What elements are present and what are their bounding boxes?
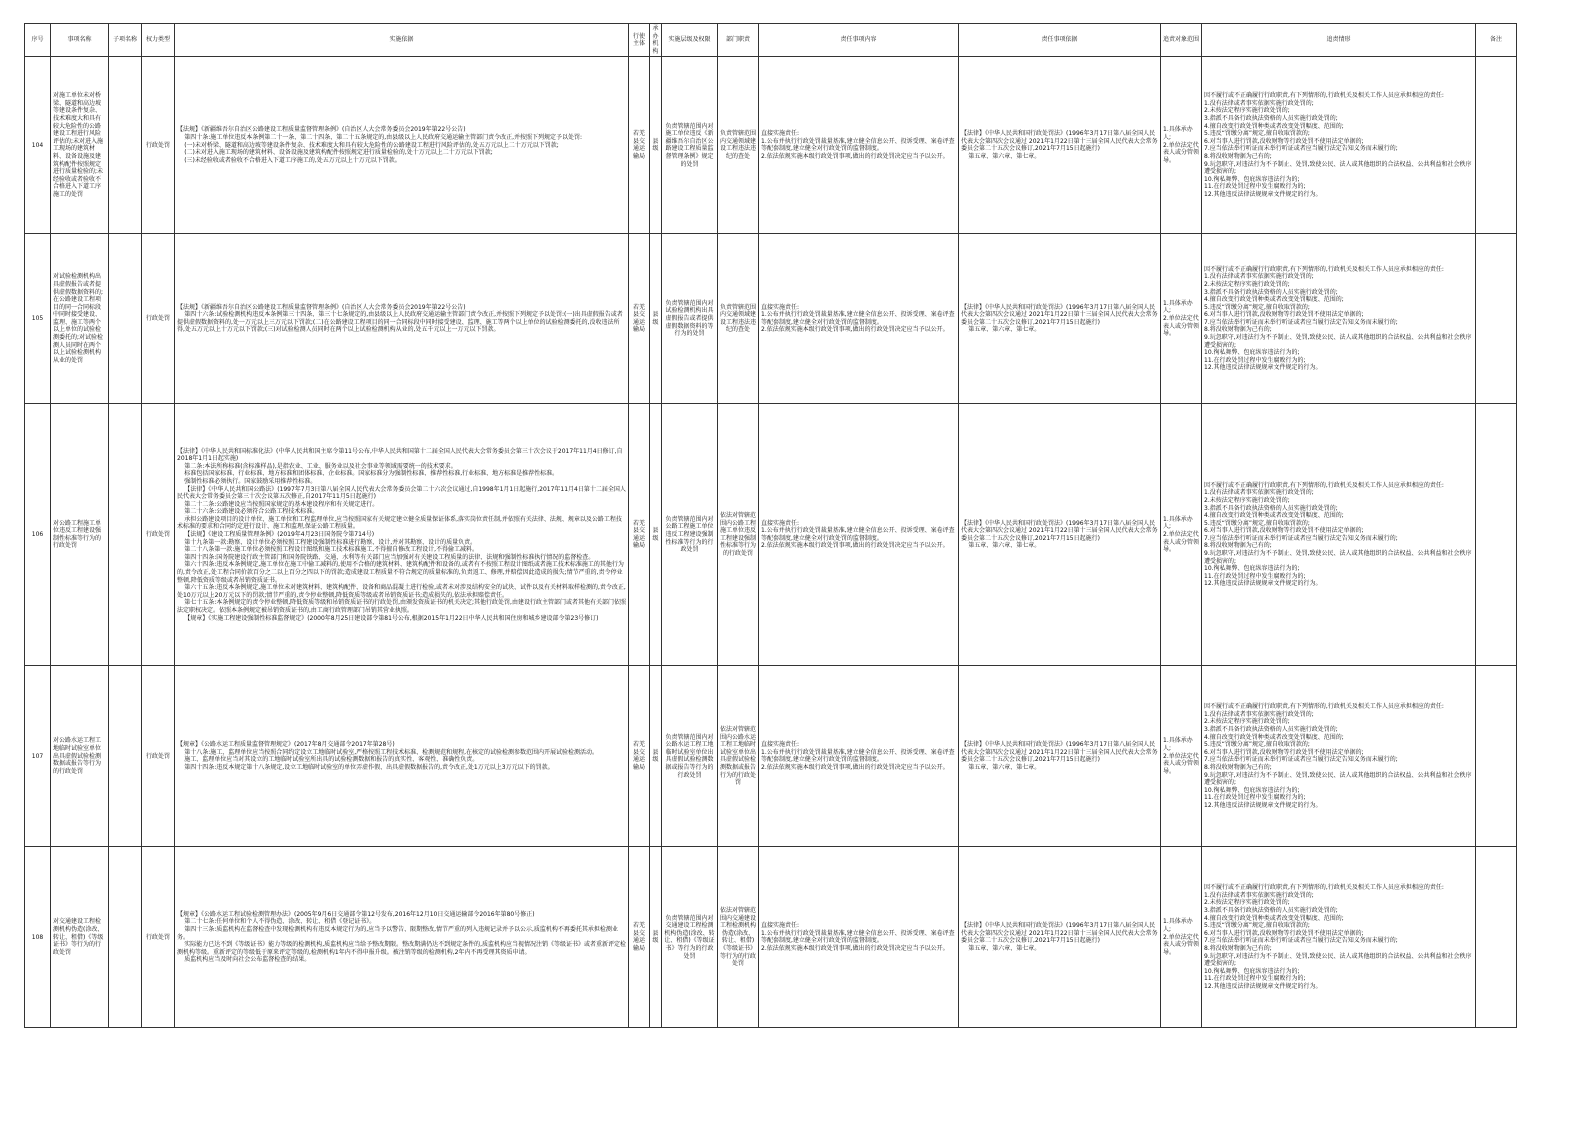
basis-cell-line: 【法律】《中华人民共和国公路法》(1997年7月3日第八届全国人民代表大会常务委员会第二十六次会议通过,自1998年1月1日起施行,2017年11月4日第十二届全国人民代表大会常务委员会第三十次会议第五次修正,自2017年11月5日起施行): [177, 485, 626, 501]
resp-content-cell-line: 2.依法依规实施本级行政处罚事项,做出的行政处罚决定应当予以公开。: [761, 152, 949, 160]
seq-cell: 104: [25, 57, 51, 234]
circumstances-cell-line: 1.没有法律或者事实依据实施行政处罚的;: [1204, 891, 1314, 899]
circumstances-cell-line: 4.擅自改变行政处罚种类或者改变处罚幅度、范围的;: [1204, 914, 1344, 922]
header-row: [25, 24, 1517, 57]
circumstances-cell-line: 9.玩忽职守,对违法行为不予制止、处罚,致使公民、法人或其他组织的合法权益、公共利益和社会秩序遭受损害的;: [1204, 771, 1472, 787]
subitem-cell: [109, 234, 142, 404]
circumstances-cell-line: 8.将没收财物据为己有的;: [1204, 542, 1272, 550]
circumstances-cell-line: 8.将没收财物据为己有的;: [1204, 944, 1272, 952]
circumstances-cell-line: 11.在行政处罚过程中发生腐败行为的;: [1204, 975, 1306, 983]
circumstances-cell-line: 3.指派不具备行政执法资格的人员实施行政处罚的;: [1204, 726, 1338, 733]
scope-cell: 负责管辖范围内对交通建设工程检测机构伪造(涂改、转让、租借)《等级证书》等行为的行政处罚: [662, 847, 718, 1028]
header-power-type: 权力类型: [142, 24, 175, 57]
circumstances-cell-line: 1.没有法律或者事实依据实施行政处罚的;: [1204, 273, 1314, 281]
circumstances-cell-line: 9.玩忽职守,对违法行为不予制止、处罚,致使公民、法人或其他组织的合法权益、公共利益和社会秩序遭受损害的;: [1204, 952, 1472, 968]
circumstances-cell-line: 12.其他违反法律法规规章文件规定的行为。: [1204, 364, 1322, 372]
basis-cell-line: 第二十八条第一款:施工单位必须按照工程设计图纸和施工技术标准施工,不得擅自修改工程设计,不得偷工减料。: [184, 546, 479, 554]
accountable-cell-line: 1.具体承办人;: [1163, 737, 1193, 752]
remarks-cell: [1476, 847, 1517, 1028]
resp-basis-cell-line: 第五章、第六章、第七章。: [968, 542, 1041, 550]
circumstances-cell-line: 6.对当事人进行罚款,没收财物等行政处罚不使用法定单据的;: [1204, 137, 1364, 145]
resp-content-cell-line: 1.公布并执行行政处罚裁量基准,建立健全信息公开、投诉受理、案卷评查等配套制度,建立健全对行政处罚的监督制度。: [761, 311, 955, 326]
basis-cell-line: 第六十五条:违反本条例规定,施工单位未对建筑材料、建筑构配件、设备和商品混凝土进行检验,或者未对涉及结构安全的试块、试件以及有关材料取样检测的,责令改正,处10万元以上20万元以下的罚款;情节严重的,责令停业整顿,降低资质等级或者吊销资质证书;造成损失的,依法承担赔偿责任。: [177, 584, 626, 599]
undertaker-cell: 县级: [650, 404, 662, 666]
circumstances-cell-line: 2.未按法定程序实施行政处罚的;: [1204, 496, 1290, 504]
resp-content-cell: [759, 57, 959, 234]
remarks-cell: [1476, 57, 1517, 234]
circumstances-cell-line: 5.违反“罚缴分离”规定,擅自收取罚款的;: [1204, 741, 1310, 749]
subitem-cell: [109, 404, 142, 666]
circumstances-cell-line: 12.其他违反法律法规规章文件规定的行为。: [1204, 580, 1322, 588]
header-seq: 序号: [25, 24, 51, 57]
circumstances-cell-line: 3.指派不具备行政执法资格的人员实施行政处罚的;: [1204, 907, 1338, 914]
accountable-cell: [1161, 847, 1202, 1028]
circumstances-cell-line: 12.其他违反法律法规规章文件规定的行为。: [1204, 982, 1322, 990]
scope-cell: 负责管辖范围内对公路工程施工单位违反工程建设强制性标准等行为的行政处罚: [662, 404, 718, 666]
scope-cell: 负责管辖范围内对试验检测机构出具虚假报告或者提供虚假数据资料的等行为的处罚: [662, 234, 718, 404]
circumstances-cell-line: 2.未按法定程序实施行政处罚的;: [1204, 280, 1290, 288]
header-undertaker: 承办机构: [650, 24, 662, 57]
circumstances-cell-line: 11.在行政处罚过程中发生腐败行为的;: [1204, 183, 1306, 191]
resp-content-cell-line: 2.依法依规实施本级行政处罚事项,做出的行政处罚决定应当予以公开。: [761, 763, 949, 771]
resp-basis-cell: [959, 847, 1161, 1028]
circumstances-cell-line: 因不履行或不正确履行行政职责,有下列情形的,行政机关及相关工作人员应承担相应的责任:: [1204, 481, 1444, 489]
circumstances-cell-line: 7.应当依法举行听证而未举行听证或者应当履行法定告知义务而未履行的;: [1204, 534, 1398, 542]
resp-content-cell: [759, 847, 959, 1028]
header-resp: 责任事项内容: [759, 24, 959, 57]
header-basis: 实施依据: [175, 24, 629, 57]
header-item: 事项名称: [51, 24, 109, 57]
circumstances-cell-line: 9.玩忽职守,对违法行为不予制止、处罚,致使公民、法人或其他组织的合法权益、公共利益和社会秩序遭受损害的;: [1204, 160, 1472, 176]
table-body: [25, 57, 1517, 1028]
remarks-cell: [1476, 404, 1517, 666]
basis-cell-line: 第四十条:施工单位违反本条例第二十一条、第二十四条、第二十五条规定的,由县级以上人民政府交通运输主管部门责令改正,并按照下列规定予以处罚:: [184, 133, 583, 141]
basis-cell-line: 【规章】《实施工程建设强制性标准监督规定》(2000年8月25日建设部令第81号公布,根据2015年1月22日中华人民共和国住房和城乡建设部令第23号修订): [184, 614, 599, 622]
circumstances-cell-line: 9.玩忽职守,对违法行为不予制止、处罚,致使公民、法人或其他组织的合法权益、公共利益和社会秩序遭受损害的;: [1204, 550, 1472, 565]
item-cell: 对试验检测机构出具虚假报告或者提供虚假数据资料的;在公路建设工程项目的同一合同标段中同时接受建设、监理、施工等两个以上单位的试验检测委托的;对试验检测人员同时在两个以上试验检测机构从业的处罚: [51, 234, 109, 404]
basis-cell-line: 实际能力已达不到《等级证书》能力等级的检测机构,质监机构应当给予整改期限。整改期满仍达不到规定条件的,质监机构应当视情况注销《等级证书》或者重新评定检测机构等级。重新评定的等级低于原来评定等级的,检测机构1年内不得申报升级。被注销等级的检测机构,2年内不再受理其资质申请。: [177, 941, 627, 956]
circumstances-cell: [1202, 847, 1476, 1028]
accountable-cell: [1161, 234, 1202, 404]
basis-cell-line: 第二十六条:公路建设必须符合公路工程技术标准。: [184, 508, 319, 516]
circumstances-cell-line: 8.将没收财物据为己有的;: [1204, 763, 1272, 771]
circumstances-cell-line: 8.将没收财物据为己有的;: [1204, 326, 1272, 334]
basis-cell: [175, 404, 629, 666]
subject-cell: 若羌县交通运输局: [629, 57, 650, 234]
power-type-cell: 行政处罚: [142, 404, 175, 666]
table-row: [25, 234, 1517, 404]
basis-cell-line: 第二条:本法所称标准(含标准样品),是指农业、工业、服务业以及社会事业等领域需要统一的技术要求。: [184, 462, 457, 470]
circumstances-cell: [1202, 666, 1476, 847]
accountable-cell: [1161, 404, 1202, 666]
basis-cell-line: 质监机构应当及时向社会公布监督检查的结果。: [184, 956, 311, 964]
basis-cell: [175, 847, 629, 1028]
seq-cell: 107: [25, 666, 51, 847]
resp-basis-cell-line: 【法律】《中华人民共和国行政处罚法》(1996年3月17日第八届全国人民代表大会第四次会议通过 2021年1月22日第十三届全国人民代表大会常务委员会第二十五次会议修订,2021年7月15日起施行): [961, 303, 1158, 326]
circumstances-cell-line: 11.在行政处罚过程中发生腐败行为的;: [1204, 356, 1306, 364]
circumstances-cell-line: 10.徇私舞弊、包庇纵容违法行为的;: [1204, 349, 1300, 357]
circumstances-cell-line: 7.应当依法举行听证而未举行听证或者应当履行法定告知义务而未履行的;: [1204, 145, 1398, 153]
subitem-cell: [109, 666, 142, 847]
power-type-cell: 行政处罚: [142, 57, 175, 234]
circumstances-cell-line: 5.违反“罚缴分离”规定,擅自收取罚款的;: [1204, 519, 1310, 527]
basis-cell-line: 第四十四条:违反本规定第十八条规定,设立工地临时试验室的单位弄虚作假、出具虚假数据报告的,责令改正,处1万元以上3万元以下的罚款。: [184, 763, 554, 771]
resp-content-cell-line: 1.公布并执行行政处罚裁量基准,建立健全信息公开、投诉受理、案卷评查等配套制度,建立健全对行政处罚的监督制度。: [761, 137, 955, 153]
resp-content-cell-line: 2.依法依规实施本级行政处罚事项,做出的行政处罚决定应当予以公开。: [761, 944, 949, 952]
header-level: 实施层级及权限: [662, 24, 718, 57]
accountable-cell-line: 1.具体承办人;: [1163, 299, 1193, 315]
basis-cell-line: 【法规】《新疆维吾尔自治区公路建设工程质量监督管理条例》(自治区人大会常务委员会2019年第22号公告): [177, 126, 466, 134]
basis-cell-line: 【法律】《中华人民共和国标准化法》(中华人民共和国主席令第11号公布,中华人民共和国第十二届全国人民代表大会常务委员会第三十次会议于2017年11月4日修订,自2018年1月1日起实施): [177, 447, 623, 463]
resp-content-cell-line: 2.依法依规实施本级行政处罚事项,做出的行政处罚决定应当予以公开。: [761, 326, 949, 334]
basis-cell-line: 标准包括国家标准、行业标准、地方标准和团体标准、企业标准。国家标准分为强制性标准、推荐性标准,行业标准、地方标准是推荐性标准。: [184, 470, 559, 478]
circumstances-cell-line: 9.玩忽职守,对违法行为不予制止、处罚,致使公民、法人或其他组织的合法权益、公共利益和社会秩序遭受损害的;: [1204, 334, 1472, 349]
circumstances-cell-line: 因不履行或不正确履行行政职责,有下列情形的,行政机关及相关工作人员应承担相应的责任:: [1204, 703, 1444, 711]
circumstances-cell-line: 11.在行政处罚过程中发生腐败行为的;: [1204, 572, 1306, 580]
duty-cell: 依法对管辖范围内公路工程施工单位违反工程建设强制性标准等行为的行政处罚: [718, 404, 759, 666]
resp-basis-cell-line: 【法律】《中华人民共和国行政处罚法》(1996年3月17日第八届全国人民代表大会第四次会议通过 2021年1月22日第十三届全国人民代表大会常务委员会第二十五次会议修订,2021年7月15日起施行): [961, 922, 1158, 945]
power-type-cell: 行政处罚: [142, 847, 175, 1028]
circumstances-cell-line: 2.未按法定程序实施行政处罚的;: [1204, 718, 1290, 726]
remarks-cell: [1476, 666, 1517, 847]
accountable-cell-line: 1.具体承办人;: [1163, 918, 1193, 933]
circumstances-cell-line: 11.在行政处罚过程中发生腐败行为的;: [1204, 794, 1306, 802]
resp-basis-cell-line: 第五章、第六章、第七章。: [968, 944, 1041, 952]
subject-cell: 若羌县交通运输局: [629, 666, 650, 847]
accountable-cell-line: 2.单位法定代表人或分管领导。: [1163, 141, 1200, 164]
resp-basis-cell-line: 第五章、第六章、第七章。: [968, 326, 1041, 334]
circumstances-cell-line: 10.徇私舞弊、包庇纵容违法行为的;: [1204, 175, 1300, 183]
basis-cell-line: (一)未对桥梁、隧道和高边坡等建设条件复杂、技术难度大和具有较大危险性的公路建设工程进行风险评估的,处五万元以上二十万元以下罚款;: [184, 141, 559, 149]
resp-content-cell-line: 2.依法依规实施本级行政处罚事项,做出的行政处罚决定应当予以公开。: [761, 542, 949, 550]
scope-cell: 负责管辖范围内对公路水运工程工地临时试验室单位出具虚假试验检测数据或报告等行为的行政处罚: [662, 666, 718, 847]
resp-content-cell: [759, 404, 959, 666]
circumstances-cell-line: 6.对当事人进行罚款,没收财物等行政处罚不使用法定单据的;: [1204, 527, 1364, 535]
basis-cell-line: 【规章】《公路水运工程试验检测管理办法》(2005年9月6日交通部令第12号发布,2016年12月10日交通运输部令2016年第80号修正): [177, 910, 535, 918]
basis-cell: [175, 57, 629, 234]
circumstances-cell-line: 12.其他违反法律法规规章文件规定的行为。: [1204, 801, 1322, 809]
remarks-cell: [1476, 234, 1517, 404]
accountable-cell-line: 1.具体承办人;: [1163, 515, 1193, 531]
circumstances-cell-line: 3.指派不具备行政执法资格的人员实施行政处罚的;: [1204, 504, 1338, 512]
header-remarks: 备注: [1476, 24, 1517, 57]
basis-cell-line: 第二十二条:公路建设应当按照国家规定的基本建设程序和有关规定进行。: [184, 500, 379, 508]
subject-cell: 若羌县交通运输局: [629, 234, 650, 404]
basis-cell: [175, 234, 629, 404]
seq-cell: 106: [25, 404, 51, 666]
circumstances-cell-line: 因不履行或不正确履行行政职责,有下列情形的,行政机关及相关工作人员应承担相应的责任:: [1204, 265, 1444, 273]
accountable-cell-line: 2.单位法定代表人或分管领导。: [1163, 752, 1200, 775]
accountable-cell: [1161, 57, 1202, 234]
undertaker-cell: 县级: [650, 234, 662, 404]
power-type-cell: 行政处罚: [142, 666, 175, 847]
basis-cell-line: 第四十三条:质监机构在监督检查中发现检测机构有违反本规定行为的,应当予以警告、限期整改,情节严重的列入违规记录并予以公示,质监机构不再委托其承担检测业务。: [177, 925, 618, 941]
duty-cell: 依法对管辖范围内公路水运工程工地临时试验室单位出具虚假试验检测数据或报告行为的行政处罚: [718, 666, 759, 847]
basis-cell-line: 第四十六条:试验检测机构违反本条例第三十四条、第三十七条规定的,由县级以上人民政府交通运输主管部门责令改正,并按照下列规定予以处罚:(一)出具虚假报告或者提供虚假数据资料的,处一万元以上三万元以下罚款;(二)在公路建设工程项目的同一合同标段中同时接受建设、监理、施工等两个以上单位的试验检测委托的,没收违法所得,处五万元以上十万元以下罚款;(三)对试验检测人员同时在两个以上试验检测机构从业的,处五千元以上一万元以下罚款。: [177, 311, 623, 334]
basis-cell-line: 承担公路建设项目的设计单位、施工单位和工程监理单位,应当按照国家有关规定建立健全质量保证体系,落实岗位责任制,并依照有关法律、法规、规章以及公路工程技术标准的要求和合同约定进行设计、施工和监理,保证公路工程质量。: [177, 515, 622, 531]
accountable-cell-line: 2.单位法定代表人或分管领导。: [1163, 933, 1200, 956]
resp-content-cell-line: 直接实施责任:: [761, 519, 800, 527]
header-duty: 部门职责: [718, 24, 759, 57]
circumstances-cell: [1202, 57, 1476, 234]
duty-cell: 负责管辖范围内交通领域建设工程违法违纪的查处: [718, 234, 759, 404]
header-resp-basis: 责任事项依据: [959, 24, 1161, 57]
table-row: [25, 666, 1517, 847]
resp-basis-cell: [959, 666, 1161, 847]
accountable-cell-line: 1.具体承办人;: [1163, 126, 1193, 141]
circumstances-cell-line: 2.未按法定程序实施行政处罚的;: [1204, 107, 1290, 115]
item-cell: 对公路水运工程工地临时试验室单位出具虚假试验检测数据或报告等行为的行政处罚: [51, 666, 109, 847]
circumstances-cell-line: 2.未按法定程序实施行政处罚的;: [1204, 899, 1290, 907]
resp-basis-cell-line: 【法律】《中华人民共和国行政处罚法》(1996年3月17日第八届全国人民代表大会第四次会议通过 2021年1月22日第十三届全国人民代表大会常务委员会第二十五次会议修订,2021年7月15日起施行): [961, 741, 1158, 764]
table-row: [25, 404, 1517, 666]
accountable-cell: [1161, 666, 1202, 847]
basis-cell-line: 强制性标准必须执行。国家鼓励采用推荐性标准。: [184, 477, 317, 485]
circumstances-cell-line: 4.擅自改变行政处罚种类或者改变处罚幅度、范围的;: [1204, 296, 1344, 304]
resp-basis-cell-line: 【法律】《中华人民共和国行政处罚法》(1996年3月17日第八届全国人民代表大会第四次会议通过 2021年1月22日第十三届全国人民代表大会常务委员会第二十五次会议修订,2021年7月15日起施行): [961, 519, 1158, 542]
basis-cell-line: 第六十四条:违反本条例规定,施工单位在施工中偷工减料的,使用不合格的建筑材料、建筑构配件和设备的,或者有不按照工程设计图纸或者施工技术标准施工的其他行为的,责令改正,处工程合同价款百分之二以上百分之四以下的罚款;造成建设工程质量不符合规定的质量标准的,负责返工、修理,并赔偿因此造成的损失;情节严重的,责令停业整顿,降低资质等级或者吊销资质证书。: [177, 561, 624, 584]
circumstances-cell: [1202, 404, 1476, 666]
basis-cell-line: (二)未对进入施工现场的建筑材料、设备设施及建筑构配件按照规定进行质量检验的,处十万元以上二十万元以下罚款;: [184, 149, 493, 157]
resp-content-cell-line: 直接实施责任:: [761, 303, 800, 311]
table-row: [25, 847, 1517, 1028]
circumstances-cell-line: 因不履行或不正确履行行政职责,有下列情形的,行政机关及相关工作人员应承担相应的责任:: [1204, 92, 1444, 100]
resp-basis-cell-line: 第五章、第六章、第七章。: [968, 152, 1041, 160]
circumstances-cell-line: 10.徇私舞弊、包庇纵容违法行为的;: [1204, 786, 1300, 794]
subitem-cell: [109, 57, 142, 234]
header-subject: 行使主体: [629, 24, 650, 57]
power-list-table: [24, 23, 1517, 1028]
power-type-cell: 行政处罚: [142, 234, 175, 404]
resp-basis-cell: [959, 234, 1161, 404]
circumstances-cell-line: 因不履行或不正确履行行政职责,有下列情形的,行政机关及相关工作人员应承担相应的责任:: [1204, 884, 1444, 892]
header-accountable: 追责对象范围: [1161, 24, 1202, 57]
item-cell: 对施工单位未对桥梁、隧道和高边坡等建设条件复杂、技术难度大和具有较大危险性的公路建设工程进行风险评估的;未对进入施工现场的建筑材料、设备设施及建筑构配件按照规定进行质量检验的;未经验收或者验收不合格进入下道工序施工的处罚: [51, 57, 109, 234]
circumstances-cell-line: 3.指派不具备行政执法资格的人员实施行政处罚的;: [1204, 115, 1338, 122]
circumstances-cell-line: 5.违反“罚缴分离”规定,擅自收取罚款的;: [1204, 303, 1310, 311]
resp-basis-cell: [959, 404, 1161, 666]
item-cell: 对交通建设工程检测机构伪造(涂改、转让、租借)《等级证书》等行为的行政处罚: [51, 847, 109, 1028]
header-circumstances: 追责情形: [1202, 24, 1476, 57]
circumstances-cell-line: 6.对当事人进行罚款,没收财物等行政处罚不使用法定单据的;: [1204, 748, 1364, 756]
circumstances-cell-line: 7.应当依法举行听证而未举行听证或者应当履行法定告知义务而未履行的;: [1204, 756, 1398, 764]
basis-cell-line: 第十八条:施工、监理单位应当按照合同约定设立工地临时试验室,严格按照工程技术标准、检测规范和规程,在核定的试验检测参数范围内开展试验检测活动。: [184, 748, 599, 756]
circumstances-cell-line: 12.其他违反法律法规规章文件规定的行为。: [1204, 190, 1322, 198]
circumstances-cell-line: 10.徇私舞弊、包庇纵容违法行为的;: [1204, 565, 1300, 573]
circumstances-cell-line: 1.没有法律或者事实依据实施行政处罚的;: [1204, 99, 1314, 107]
circumstances-cell-line: 8.将没收财物据为己有的;: [1204, 152, 1272, 160]
circumstances-cell-line: 7.应当依法举行听证而未举行听证或者应当履行法定告知义务而未履行的;: [1204, 318, 1398, 326]
undertaker-cell: 县级: [650, 666, 662, 847]
basis-cell-line: 第二十七条:任何单位和个人不得伪造、涂改、转让、租借《登记证书》。: [184, 918, 376, 926]
table-row: [25, 57, 1517, 234]
undertaker-cell: 县级: [650, 847, 662, 1028]
resp-basis-cell-line: 【法律】《中华人民共和国行政处罚法》(1996年3月17日第八届全国人民代表大会第四次会议通过 2021年1月22日第十三届全国人民代表大会常务委员会第二十五次会议修订,2021年7月15日起施行): [961, 130, 1158, 153]
subitem-cell: [109, 847, 142, 1028]
resp-content-cell-line: 直接实施责任:: [761, 130, 800, 138]
circumstances-cell-line: 10.徇私舞弊、包庇纵容违法行为的;: [1204, 967, 1300, 975]
duty-cell: 依法对管辖范围内交通建设工程检测机构伪造(涂改、转让、租借)《等级证书》等行为的行政处罚: [718, 847, 759, 1028]
undertaker-cell: 县级: [650, 57, 662, 234]
circumstances-cell-line: 5.违反“罚缴分离”规定,擅自收取罚款的;: [1204, 922, 1310, 930]
circumstances-cell-line: 1.没有法律或者事实依据实施行政处罚的;: [1204, 489, 1314, 497]
circumstances-cell-line: 1.没有法律或者事实依据实施行政处罚的;: [1204, 710, 1314, 718]
circumstances-cell-line: 3.指派不具备行政执法资格的人员实施行政处罚的;: [1204, 288, 1338, 296]
circumstances-cell-line: 6.对当事人进行罚款,没收财物等行政处罚不使用法定单据的;: [1204, 311, 1364, 319]
resp-content-cell-line: 直接实施责任:: [761, 922, 800, 930]
basis-cell-line: 施工、监理单位应当对其设立的工地临时试验室所出具的试验检测数据和报告的真实性、客观性、准确性负责。: [184, 756, 479, 764]
duty-cell: 负责管辖范围内交通领域建设工程违法违纪的查处: [718, 57, 759, 234]
circumstances-cell: [1202, 234, 1476, 404]
seq-cell: 105: [25, 234, 51, 404]
circumstances-cell-line: 7.应当依法举行听证而未举行听证或者应当履行法定告知义务而未履行的;: [1204, 937, 1398, 945]
circumstances-cell-line: 4.擅自改变行政处罚种类或者改变处罚幅度、范围的;: [1204, 122, 1344, 130]
basis-cell-line: 【法规】《建设工程质量管理条例》(2019年4月23日国务院令第714号): [184, 531, 375, 539]
circumstances-cell-line: 4.擅自改变行政处罚种类或者改变处罚幅度、范围的;: [1204, 512, 1344, 520]
resp-content-cell-line: 直接实施责任:: [761, 741, 800, 749]
item-cell: 对公路工程施工单位违反工程建设强制性标准等行为的行政处罚: [51, 404, 109, 666]
basis-cell-line: 【法规】《新疆维吾尔自治区公路建设工程质量监督管理条例》(自治区人大会常务委员会2019年第22号公告): [177, 303, 466, 311]
basis-cell-line: 第七十五条:本条例规定的责令停业整顿,降低资质等级和吊销资质证书的行政处罚,由颁发资质证书的机关决定;其他行政处罚,由建设行政主管部门或者其他有关部门依照法定职权决定。依照本条例规定被吊销资质证书的,由工商行政管理部门吊销其营业执照。: [177, 599, 626, 615]
resp-basis-cell: [959, 57, 1161, 234]
resp-content-cell-line: 1.公布并执行行政处罚裁量基准,建立健全信息公开、投诉受理、案卷评查等配套制度,建立健全对行政处罚的监督制度。: [761, 929, 955, 945]
accountable-cell-line: 2.单位法定代表人或分管领导。: [1163, 531, 1200, 554]
subject-cell: 若羌县交通运输局: [629, 847, 650, 1028]
circumstances-cell-line: 5.违反“罚缴分离”规定,擅自收取罚款的;: [1204, 130, 1310, 138]
subject-cell: 若羌县交通运输局: [629, 404, 650, 666]
resp-basis-cell-line: 第五章、第六章、第七章。: [968, 763, 1041, 771]
circumstances-cell-line: 4.擅自改变行政处罚种类或者改变处罚幅度、范围的;: [1204, 733, 1344, 741]
resp-content-cell: [759, 666, 959, 847]
basis-cell-line: 第四十四条:国务院建设行政主管部门和国务院铁路、交通、水利等有关部门应当加强对有关建设工程质量的法律、法规和强制性标准执行情况的监督检查。: [184, 553, 595, 561]
basis-cell: [175, 666, 629, 847]
accountable-cell-line: 2.单位法定代表人或分管领导。: [1163, 315, 1200, 338]
scope-cell: 负责管辖范围内对施工单位违反《新疆维吾尔自治区公路建设工程质量监督管理条例》规定的处罚: [662, 57, 718, 234]
resp-content-cell-line: 1.公布并执行行政处罚裁量基准,建立健全信息公开、投诉受理、案卷评查等配套制度,建立健全对行政处罚的监督制度。: [761, 527, 955, 542]
basis-cell-line: (三)未经验收或者验收不合格进入下道工序施工的,处五万元以上十万元以下罚款。: [184, 156, 401, 164]
circumstances-cell-line: 6.对当事人进行罚款,没收财物等行政处罚不使用法定单据的;: [1204, 929, 1364, 937]
basis-cell-line: 第十九条第一款:勘察、设计单位必须按照工程建设强制性标准进行勘察、设计,并对其勘察、设计的质量负责。: [184, 538, 477, 546]
header-subitem: 子项名称: [109, 24, 142, 57]
basis-cell-line: 【规章】《公路水运工程质量监督管理规定》(2017年8月交通部令2017年第28号): [177, 741, 395, 749]
seq-cell: 108: [25, 847, 51, 1028]
resp-content-cell: [759, 234, 959, 404]
resp-content-cell-line: 1.公布并执行行政处罚裁量基准,建立健全信息公开、投诉受理、案卷评查等配套制度,建立健全对行政处罚的监督制度。: [761, 748, 955, 764]
